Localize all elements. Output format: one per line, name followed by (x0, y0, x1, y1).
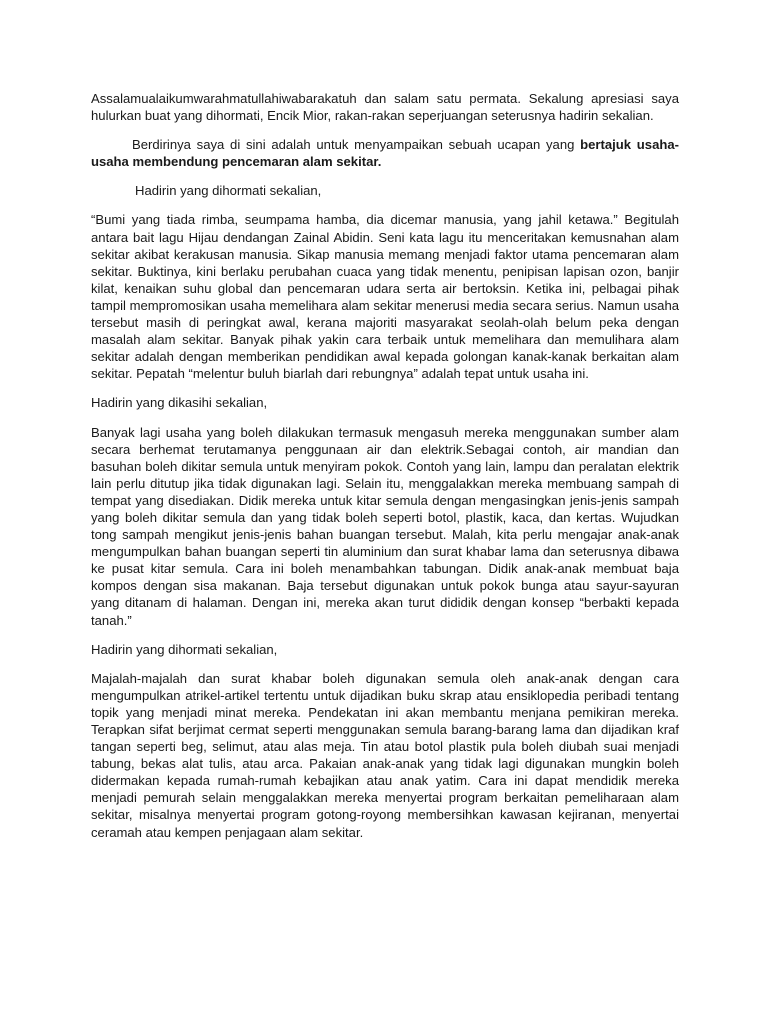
greeting-beloved: Hadirin yang dikasihi sekalian, (91, 395, 268, 411)
intro-text: Berdirinya saya di sini adalah untuk menyampaikan sebuah ucapan yang (132, 137, 581, 153)
opening-paragraph: Assalamualaikumwarahmatullahiwabarakatuh dan salam satu permata. Sekalung apresiasi saya hulurkan buat yang dihormati, Encik Mior, rakan-rakan seperjuangan seterusnya hadirin sekalian. (91, 91, 679, 124)
greeting-honored-2: Hadirin yang dihormati sekalian, (91, 641, 278, 657)
greeting-honored: Hadirin yang dihormati sekalian, (135, 183, 322, 199)
body-paragraph-1: “Bumi yang tiada rimba, seumpama hamba, dia dicemar manusia, yang jahil ketawa.” Begitulah antara bait lagu Hijau dendangan Zainal Abidin. Seni kata lagu itu menceritakan kemusnahan alam sekitar akibat kerakusan manusia. Sikap manusia memang menjadi faktor utama pencemaran alam sekitar. Buktinya, kini berlaku perubahan cuaca yang tidak menentu, penipisan lapisan ozon, banjir kilat, kenaikan suhu global dan pencemaran udara serta air bertoksin. Ketika ini, pelbagai pihak tampil mempromosikan usaha memelihara alam sekitar menerusi media secara serius. Namun usaha tersebut masih di peringkat awal, kerana majoriti masyarakat seolah-olah belum peka dengan masalah alam sekitar. Banyak pihak yakin cara terbaik untuk memelihara dan memulihara alam sekitar adalah dengan memberikan pendidikan awal kepada golongan kanak-kanak berkaitan alam sekitar. Pepatah “melentur buluh biarlah dari rebungnya” adalah tepat untuk usaha ini. (91, 212, 680, 382)
speech-topic: bertajuk usaha-usaha membendung pencemaran alam sekitar. (91, 137, 680, 170)
document-page (91, 90, 679, 853)
body-paragraph-3: Majalah-majalah dan surat khabar boleh digunakan semula oleh anak-anak dengan cara mengumpulkan atrikel-artikel tertentu untuk dijadikan buku skrap atau ensiklopedia peribadi tentang topik yang menjadi minat mereka. Pendekatan ini akan membantu menjana pemikiran mereka. Terapkan sifat berjimat cermat seperti menggunakan semula barang-barang lama dan dijadikan kraf tangan seperti beg, selimut, atau alas meja. Tin atau botol plastik pula boleh diubah suai menjadi tabung, bekas alat tulis, atau arca. Pakaian anak-anak yang tidak lagi digunakan mungkin boleh didermakan kepada rumah-rumah kebajikan atau anak yatim. Cara ini dapat mendidik mereka menjadi pemurah selain menggalakkan mereka menyertai program berkaitan pemeliharaan alam sekitar, misalnya menyertai program gotong-royong membersihkan kawasan kejiranan, menyertai ceramah atau kempen penjagaan alam sekitar. (91, 670, 679, 840)
intro-paragraph (91, 136, 679, 170)
body-paragraph-2: Banyak lagi usaha yang boleh dilakukan termasuk mengasuh mereka menggunakan sumber alam secara berhemat terutamanya penggunaan air dan elektrik.Sebagai contoh, air mandian dan basuhan boleh dikitar semula untuk menyiram pokok. Contoh yang lain, lampu dan peralatan elektrik lain perlu ditutup jika tidak digunakan lagi. Selain itu, menggalakkan mereka membuang sampah di tempat yang disediakan. Didik mereka untuk kitar semula dengan mengasingkan jenis-jenis sampah yang boleh dikitar semula dan yang tidak boleh seperti botol, plastik, kaca, dan kertas. Wujudkan tong sampah mengikut jenis-jenis bahan buangan tersebut. Malah, kita perlu mengajar anak-anak mengumpulkan bahan buangan seperti tin aluminium dan surat khabar lama dan seterusnya dibawa ke pusat kitar semula. Cara ini boleh menambahkan tabungan. Didik anak-anak membuat baja kompos dengan sisa makanan. Baja tersebut digunakan untuk pokok bunga atau sayur-sayuran yang ditanam di halaman. Dengan ini, mereka akan turut dididik dengan konsep “berbakti kepada tanah.” (91, 424, 679, 628)
